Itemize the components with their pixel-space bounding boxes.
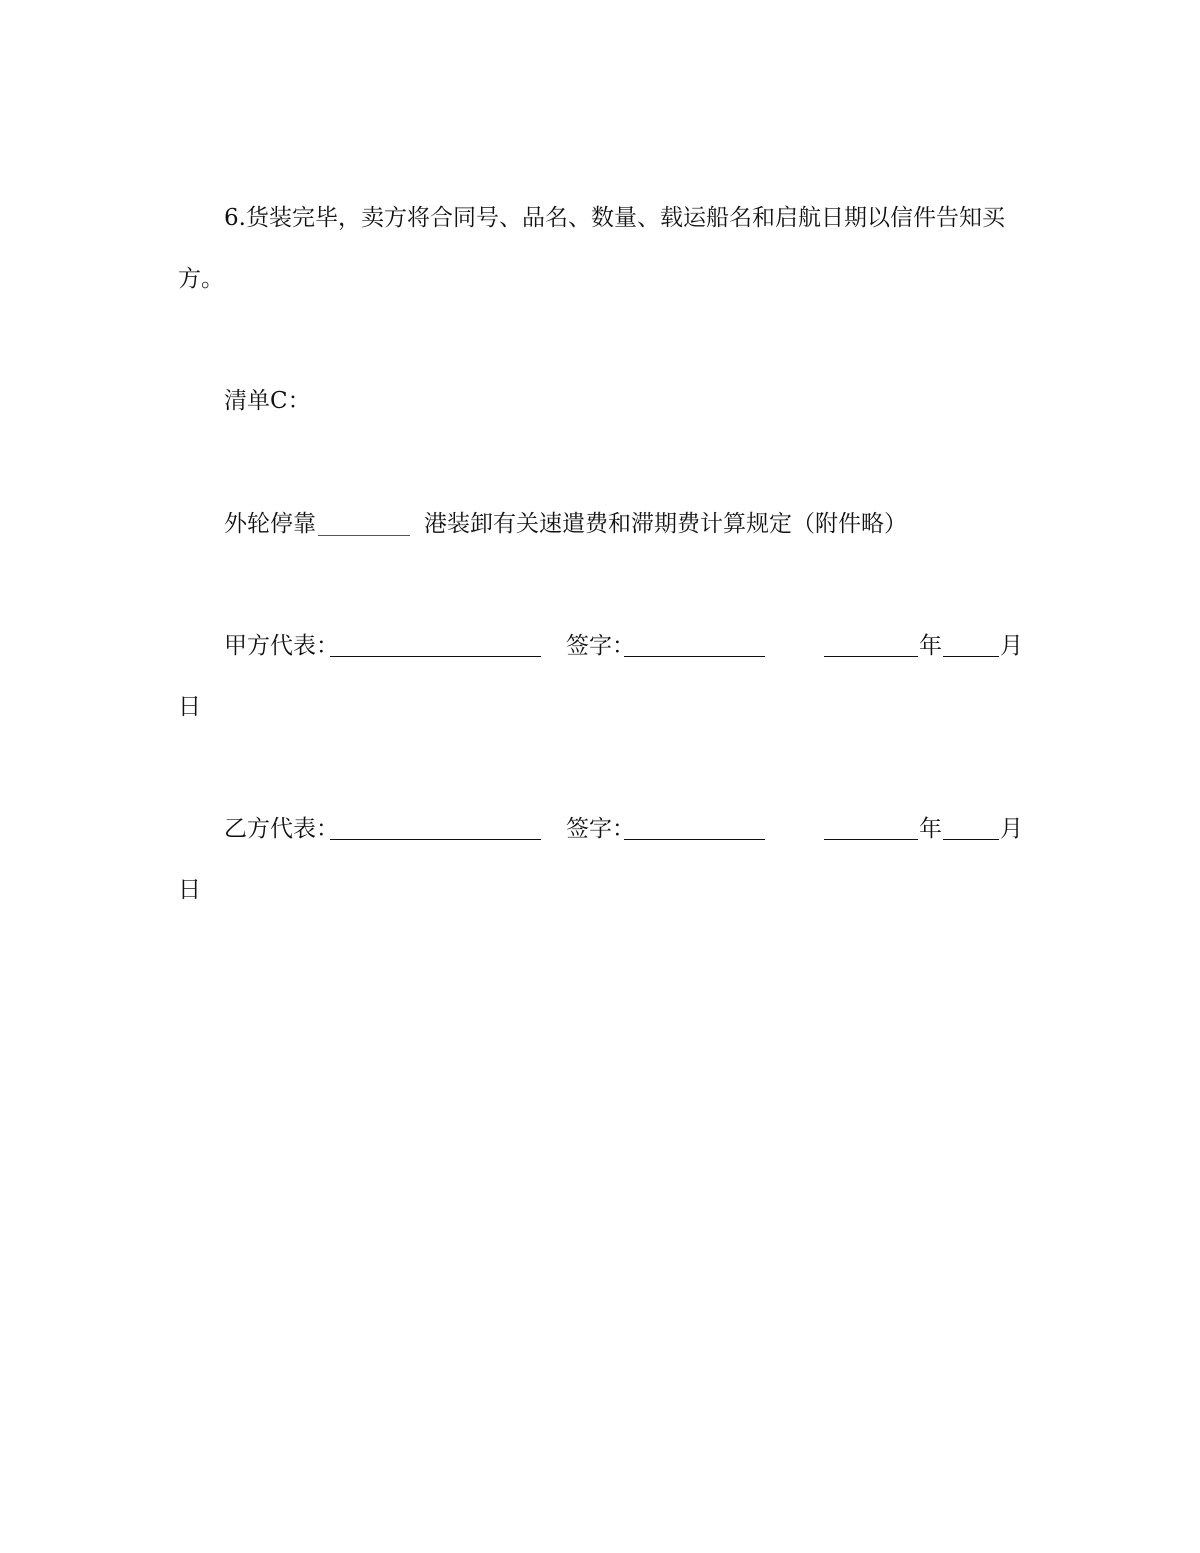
party-b-day-label: 日 — [178, 877, 201, 903]
list-c-label: 清单C： — [224, 388, 311, 414]
party-a-month-label: 月 — [1000, 633, 1023, 659]
party-a-sign-label: 签字： — [566, 633, 635, 659]
clause-6-line-1: 6.货装完毕，卖方将合同号、品名、数量、载运船名和启航日期以信件告知买 — [224, 205, 1005, 231]
party-b-month-label: 月 — [1000, 816, 1023, 842]
party-b-sign-blank — [624, 839, 765, 840]
party-b-sign-label: 签字： — [566, 816, 635, 842]
party-b-month-blank — [943, 839, 999, 840]
party-a-day-label: 日 — [178, 694, 201, 720]
party-b-year-blank — [824, 839, 918, 840]
port-rule-prefix: 外轮停靠 — [224, 511, 316, 537]
port-name-blank — [318, 535, 410, 536]
clause-6-line-2: 方。 — [178, 266, 224, 292]
party-b-rep-label: 乙方代表： — [224, 816, 339, 842]
party-b-year-label: 年 — [919, 816, 942, 842]
port-rule-suffix: 港装卸有关速遣费和滞期费计算规定（附件略） — [424, 511, 907, 537]
party-a-year-blank — [824, 656, 918, 657]
party-a-sign-blank — [624, 656, 765, 657]
party-a-rep-blank — [330, 656, 541, 657]
party-a-month-blank — [943, 656, 999, 657]
party-b-rep-blank — [330, 839, 541, 840]
party-a-rep-label: 甲方代表： — [224, 633, 339, 659]
party-a-year-label: 年 — [919, 633, 942, 659]
